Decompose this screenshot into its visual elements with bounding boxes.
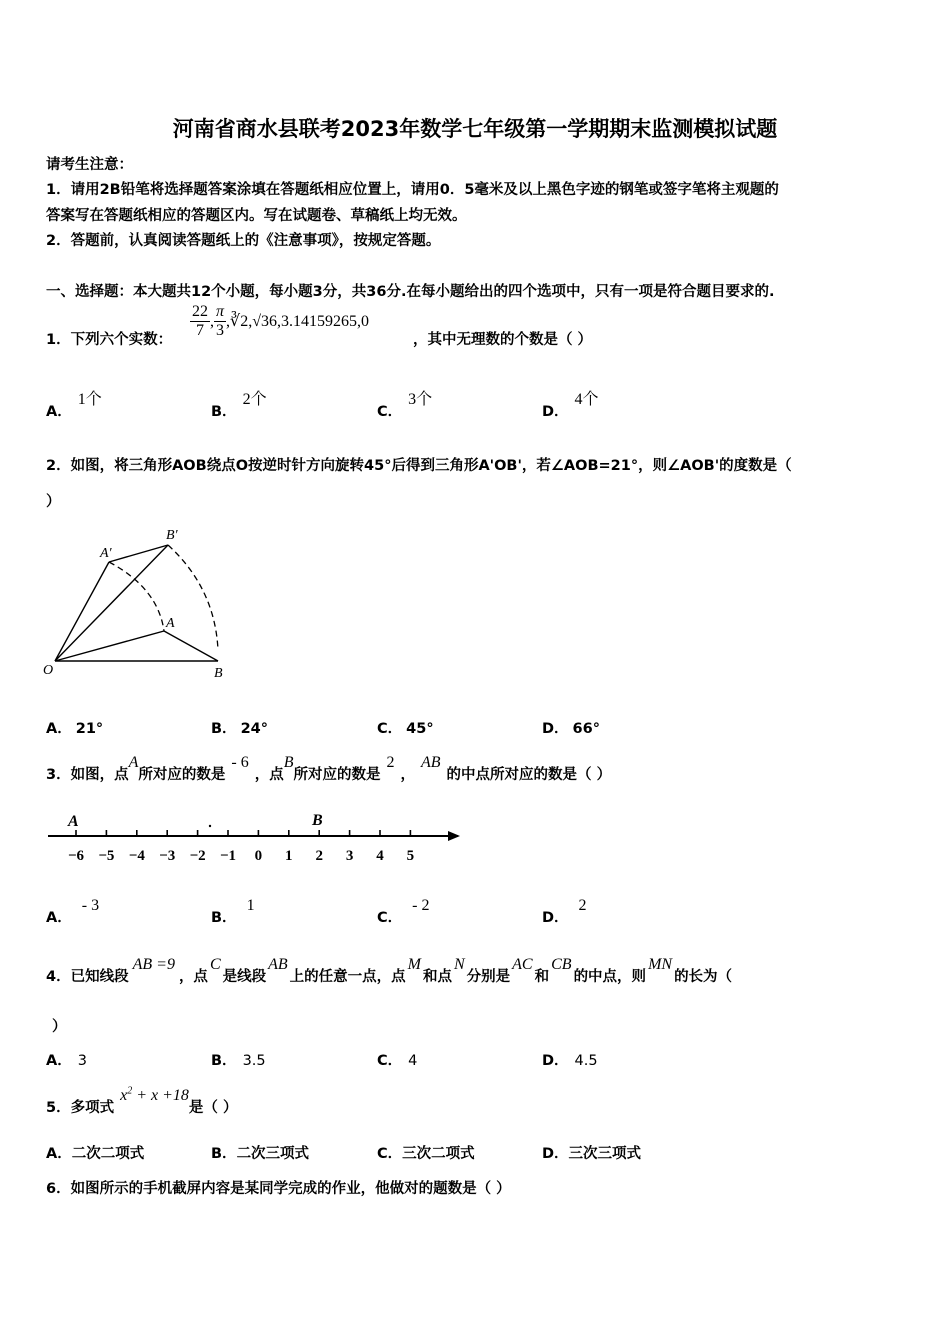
q3-option-d[interactable]: D．2 — [542, 897, 587, 926]
q1-option-b[interactable]: B．2个 — [211, 391, 267, 420]
label-B-prime: B′ — [166, 528, 178, 543]
notice-line-1b: 答案写在答题纸相应的答题区内。写在试题卷、草稿纸上均无效。 — [46, 208, 467, 224]
notice-line-2: 2．答题前，认真阅读答题纸上的《注意事项》，按规定答题。 — [46, 233, 441, 249]
label-B: B — [214, 666, 223, 681]
q1-fraction-1: $\frac{22}{7}$ — [192, 303, 208, 339]
number-line-tick-label: −3 — [159, 848, 176, 864]
section-1-heading: 一、选择题：本大题共12个小题，每小题3分，共36分.在每小题给出的四个选项中，只有一项是符合题目要求的. — [46, 284, 775, 300]
page-title: 河南省商水县联考2023年数学七年级第一学期期末监测模拟试题 — [172, 117, 778, 141]
number-line — [40, 808, 470, 868]
q4-stem: 4．已知线段AB =9，点C是线段AB上的任意一点，点M和点N分别是AC和CB的中点，则MN的长为（ — [46, 956, 733, 985]
number-line-tick-label: 5 — [406, 848, 415, 864]
number-line-tick-label: 3 — [345, 848, 354, 864]
number-line-label-B: B — [312, 812, 323, 829]
q4-option-d[interactable]: D． 4.5 — [542, 1053, 598, 1069]
number-line-tick-label: 1 — [285, 848, 293, 864]
q1-suffix: ，其中无理数的个数是（ ） — [413, 332, 593, 348]
q2-option-a[interactable]: A． 21° — [46, 721, 104, 737]
label-A-prime: A′ — [100, 546, 112, 561]
q1-option-d[interactable]: D．4个 — [542, 391, 599, 420]
number-line-tick-label: 0 — [254, 848, 263, 864]
q6-text: 6．如图所示的手机截屏内容是某同学完成的作业，他做对的题数是（ ） — [46, 1181, 511, 1197]
q1-option-a[interactable]: A．1个 — [46, 391, 102, 420]
label-A: A — [166, 616, 175, 631]
notice-line-1a: 1．请用2B铅笔将选择题答案涂填在答题纸相应位置上，请用0．5毫米及以上黑色字迹的钢笔或签字笔将主观题的 — [46, 182, 779, 198]
q3-stem: 3．如图，点A所对应的数是- 6，点B所对应的数是2，AB的中点所对应的数是（ ） — [46, 754, 612, 783]
segment-OB1 — [55, 545, 168, 661]
q3-option-b[interactable]: B．1 — [211, 897, 255, 926]
q1-prefix: 1．下列六个实数： — [46, 332, 173, 348]
number-line-tick-label: −5 — [98, 848, 115, 864]
number-line-tick-label: −6 — [67, 848, 85, 864]
q2-text-a: 2．如图，将三角形AOB绕点O按逆时针方向旋转45°后得到三角形A'OB'，若∠AOB=21°，则∠AOB'的度数是（ — [46, 458, 792, 474]
q2-text-b: ） — [46, 494, 61, 510]
q5-option-b[interactable]: B．二次三项式 — [211, 1146, 310, 1162]
q4-option-c[interactable]: C． 4 — [377, 1053, 418, 1069]
number-line-tick-label: 2 — [315, 848, 323, 864]
q3-option-a[interactable]: A．- 3 — [46, 897, 100, 926]
q5-polynomial: $x^2 + x +18$ — [120, 1085, 189, 1104]
number-line-tick-label: −4 — [128, 848, 145, 864]
arc-B-B1 — [168, 545, 218, 650]
number-line-dot — [209, 825, 211, 827]
number-line-label-A: A — [68, 813, 79, 830]
segment-OA1 — [55, 562, 109, 661]
rotation-figure — [40, 520, 240, 685]
number-line-tick-label: −2 — [189, 848, 206, 864]
q4-close: ） — [52, 1019, 67, 1035]
notice-heading: 请考生注意： — [46, 157, 133, 173]
q1-numbers: $\frac{22}{7}$ , $\frac{\pi}{3}$ ,∛2,√36,3.14159265,0 — [192, 303, 369, 339]
number-line-arrow — [448, 831, 460, 841]
label-O: O — [43, 663, 54, 678]
q5-option-c[interactable]: C．三次二项式 — [377, 1146, 475, 1162]
q5-stem: 5．多项式$x^2 + x +18$是（ ） — [46, 1085, 238, 1116]
q2-option-c[interactable]: C． 45° — [377, 721, 434, 737]
q1-option-c[interactable]: C．3个 — [377, 391, 433, 420]
q1-fraction-2: $\frac{\pi}{3}$ — [216, 303, 225, 339]
q3-option-c[interactable]: C．- 2 — [377, 897, 430, 926]
number-line-tick-label: 4 — [376, 848, 384, 864]
q5-option-a[interactable]: A．二次二项式 — [46, 1146, 145, 1162]
segment-OA — [55, 631, 164, 661]
q4-option-a[interactable]: A． 3 — [46, 1053, 87, 1069]
q2-option-d[interactable]: D． 66° — [542, 721, 600, 737]
q5-option-d[interactable]: D．三次三项式 — [542, 1146, 642, 1162]
q2-option-b[interactable]: B． 24° — [211, 721, 268, 737]
q1-rest: ,∛2,√36,3.14159265,0 — [226, 313, 369, 330]
segment-AB — [164, 631, 218, 661]
q4-option-b[interactable]: B． 3.5 — [211, 1053, 266, 1069]
number-line-tick-label: −1 — [219, 848, 237, 864]
